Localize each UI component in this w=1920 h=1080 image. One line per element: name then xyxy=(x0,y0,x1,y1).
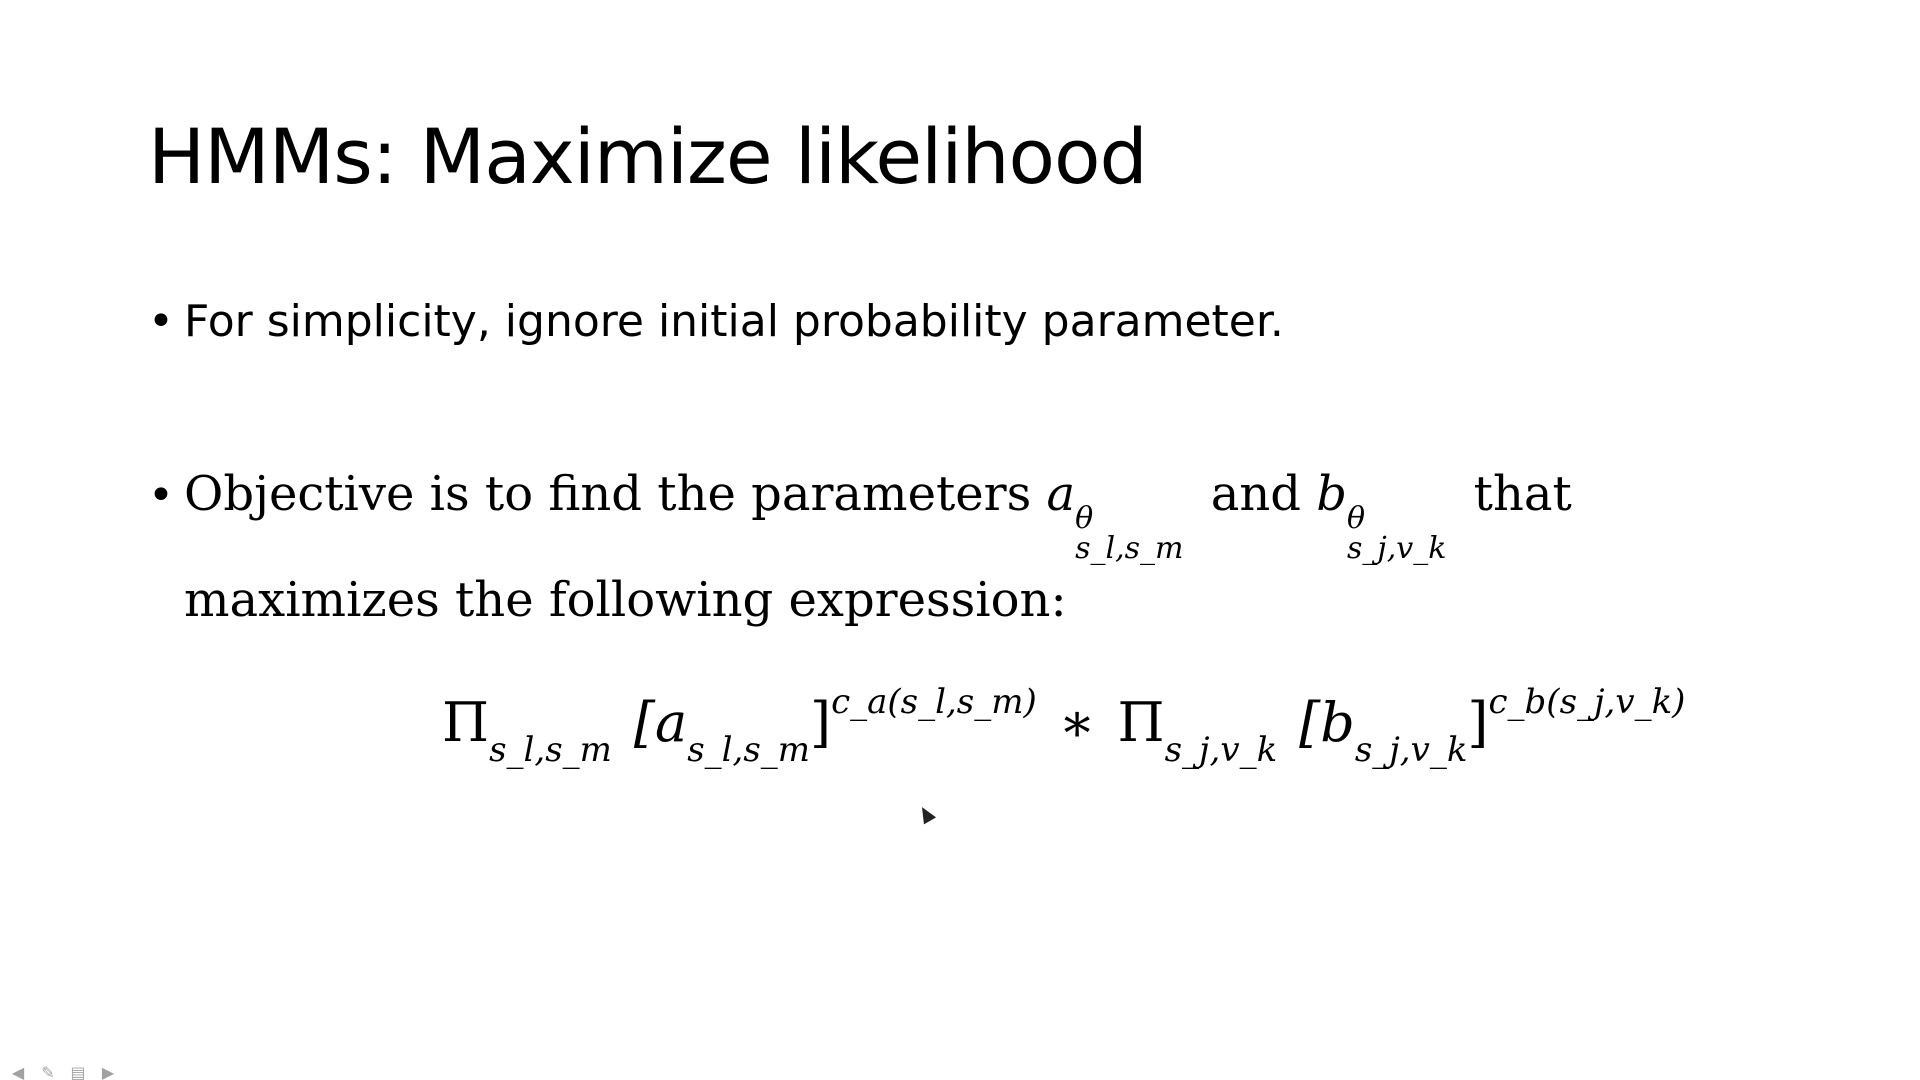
param-a-supsub xyxy=(1075,501,1184,566)
mouse-cursor-icon xyxy=(916,804,936,825)
param-a-symbol: a xyxy=(1046,466,1076,522)
term-a-close: ] xyxy=(810,691,832,754)
arrow-right-icon[interactable]: ▶ xyxy=(101,1062,115,1080)
menu-icon[interactable]: ▤ xyxy=(70,1062,86,1080)
bullet-2-text-before: Objective is to find the parameters xyxy=(184,466,1047,522)
param-b-symbol: b xyxy=(1316,466,1348,522)
param-b-superscript: θ xyxy=(1347,501,1366,536)
times-symbol: ∗ xyxy=(1058,691,1096,754)
term-b-close: ] xyxy=(1467,691,1489,754)
bullet-1-text: For simplicity, ignore initial probability parameter. xyxy=(184,296,1284,347)
bullet-2-text-after: that maximizes the following expression: xyxy=(184,466,1572,628)
arrow-left-icon[interactable]: ◀ xyxy=(11,1062,25,1080)
term-a-open: [a xyxy=(633,691,688,754)
product-1-subscript: s_l,s_m xyxy=(489,730,612,770)
slideshow-toolbar xyxy=(6,1064,120,1080)
bullet-dot: • xyxy=(148,296,174,347)
bullet-2-and: and xyxy=(1195,466,1317,522)
term-b-subscript: s_j,v_k xyxy=(1354,730,1468,770)
term-a-exponent: c_a(s_l,s_m) xyxy=(831,682,1037,722)
product-symbol-2: Π xyxy=(1117,691,1165,754)
product-symbol-1: Π xyxy=(442,691,490,754)
bullet-2-text xyxy=(184,458,1804,636)
product-2-subscript: s_j,v_k xyxy=(1164,730,1278,770)
param-a-superscript: θ xyxy=(1075,501,1094,536)
term-b-exponent: c_b(s_j,v_k) xyxy=(1488,682,1686,722)
bullet-1 xyxy=(148,296,1284,347)
param-b-subscript: s_j,v_k xyxy=(1347,531,1447,566)
bullet-dot: • xyxy=(148,470,174,521)
param-b-supsub xyxy=(1347,501,1447,566)
param-a-subscript: s_l,s_m xyxy=(1075,531,1184,566)
bullet-2 xyxy=(148,458,1808,636)
term-a-subscript: s_l,s_m xyxy=(687,730,811,770)
slide-title: HMMs: Maximize likelihood xyxy=(148,112,1147,201)
likelihood-formula xyxy=(442,682,1685,770)
term-b-open: [b xyxy=(1299,691,1355,754)
pen-icon[interactable]: ✎ xyxy=(41,1062,55,1080)
